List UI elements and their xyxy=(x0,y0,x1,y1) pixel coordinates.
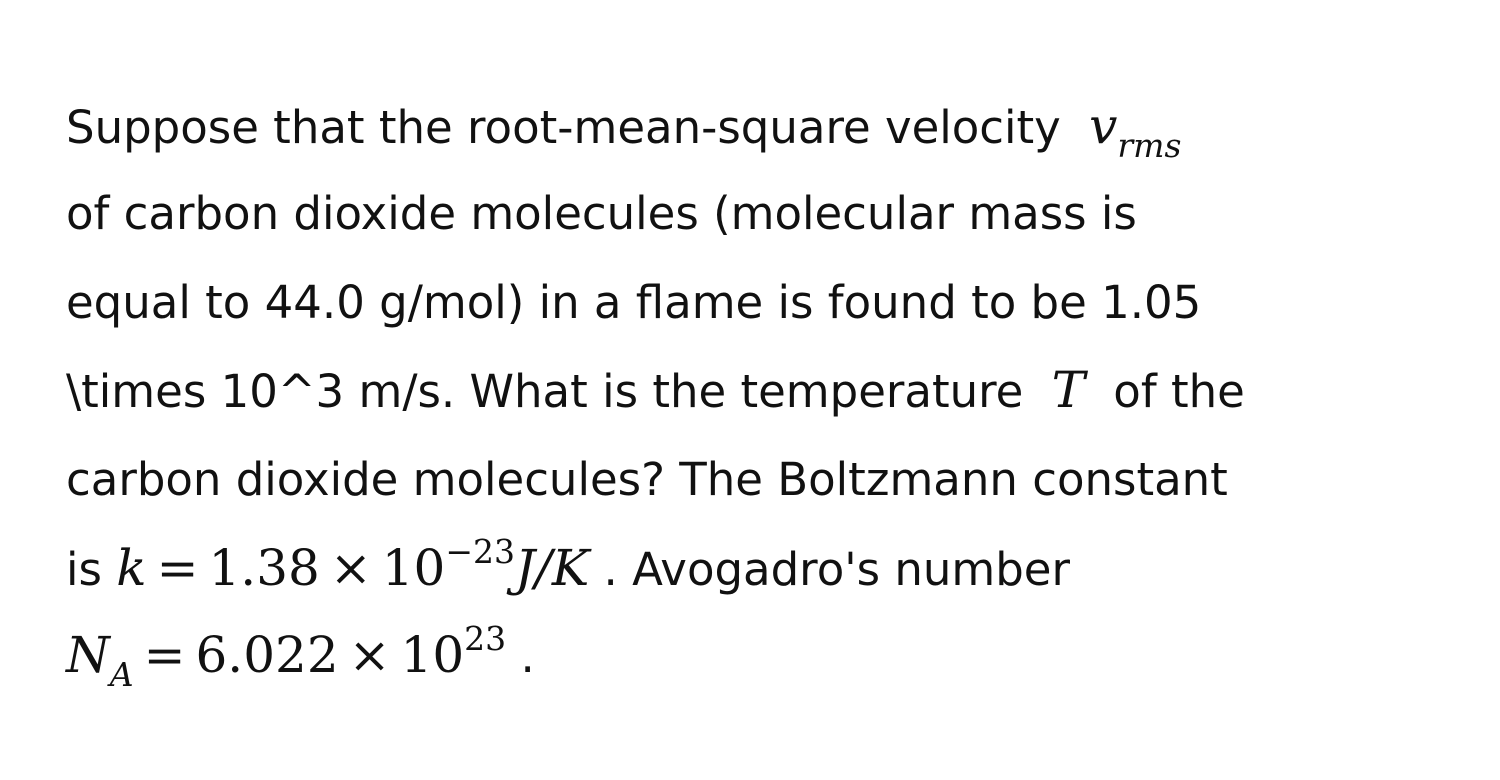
line-2-text: of carbon dioxide molecules (molecular mass is xyxy=(66,187,1137,240)
v-rms-subscript: rms xyxy=(1117,126,1182,165)
avogadro-base: 10 xyxy=(400,626,465,684)
line-5-text: carbon dioxide molecules? The Boltzmann constant xyxy=(66,453,1228,506)
avogadro-mantissa: 6.022 xyxy=(195,626,339,684)
boltzmann-exponent: −23 xyxy=(445,532,515,571)
times-sign: × xyxy=(348,626,391,684)
problem-line-1 xyxy=(66,96,1182,165)
times-sign: × xyxy=(329,539,372,597)
line-6-text: is xyxy=(66,543,117,596)
boltzmann-unit: J/K xyxy=(515,539,590,597)
line-4-text: \times 10^3 m/s. What is the temperature xyxy=(66,365,1038,418)
line-3-text: equal to 44.0 g/mol) in a flame is found to be 1.05 xyxy=(66,276,1202,329)
boltzmann-symbol: k xyxy=(116,539,147,597)
line-7-tail: . xyxy=(506,630,535,683)
avogadro-equation xyxy=(66,619,507,694)
equals-sign: = xyxy=(143,626,186,684)
line-4-tail: of the xyxy=(1099,365,1245,418)
avogadro-exponent: 23 xyxy=(464,619,507,658)
v-rms-symbol: $v_{rms}$ xyxy=(1089,97,1182,165)
boltzmann-base: 10 xyxy=(381,539,446,597)
problem-line-4 xyxy=(66,360,1245,420)
avogadro-subscript: A xyxy=(109,655,134,694)
avogadro-symbol: N xyxy=(66,626,110,684)
problem-line-5 xyxy=(66,450,1228,510)
equals-sign: = xyxy=(156,539,199,597)
problem-line-7 xyxy=(66,619,535,694)
line-6-tail: . Avogadro's number xyxy=(589,543,1070,596)
boltzmann-mantissa: 1.38 xyxy=(208,539,320,597)
temperature-symbol: T xyxy=(1051,361,1085,419)
problem-line-6 xyxy=(66,532,1070,598)
problem-line-3 xyxy=(66,273,1201,333)
boltzmann-equation xyxy=(116,532,590,597)
line-1-text: Suppose that the root-mean-square velocity xyxy=(66,101,1076,154)
problem-line-2 xyxy=(66,184,1137,244)
